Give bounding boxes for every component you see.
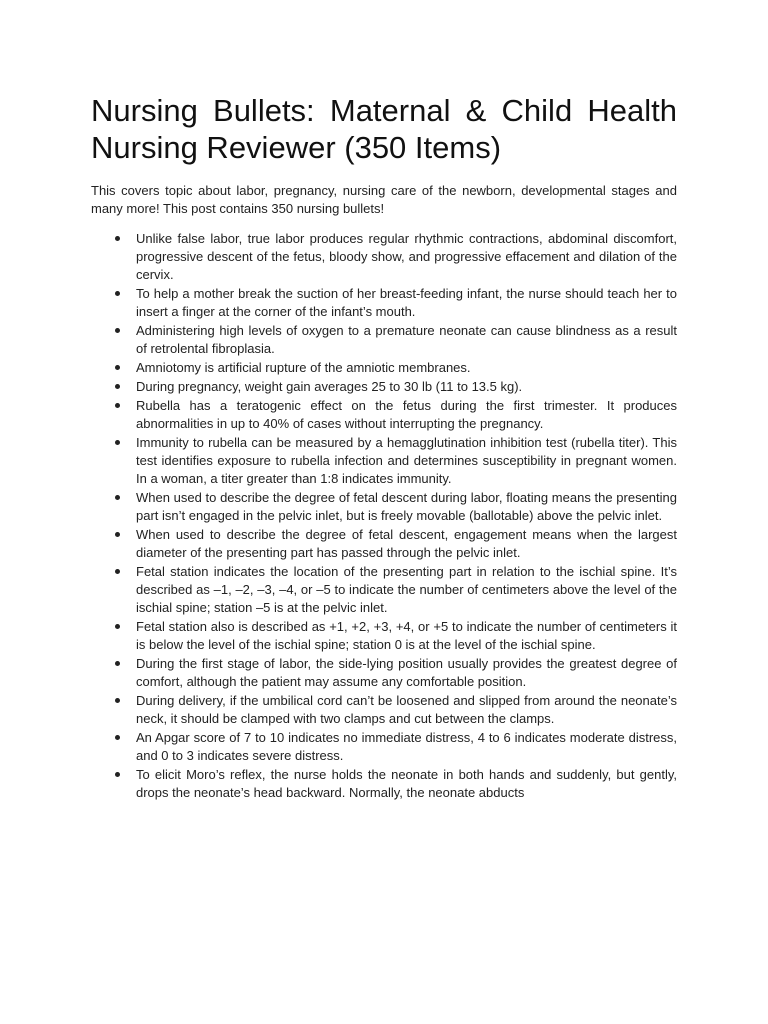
list-item-text: During delivery, if the umbilical cord can’t be loosened and slipped from around the neonate’s neck, it should be clamped with two clamps and cut between the clamps. (136, 693, 677, 726)
bullet-dot-icon (115, 440, 120, 445)
bullet-dot-icon (115, 384, 120, 389)
list-item (91, 489, 677, 525)
intro-paragraph: This covers topic about labor, pregnancy, nursing care of the newborn, developmental stages and many more! This post contains 350 nursing bullets! (91, 183, 677, 216)
list-item (91, 285, 677, 321)
list-item (91, 729, 677, 765)
bullet-dot-icon (115, 365, 120, 370)
bullet-dot-icon (115, 495, 120, 500)
bullet-dot-icon (115, 698, 120, 703)
list-item-text: Rubella has a teratogenic effect on the fetus during the first trimester. It produces abnormalities in up to 40% of cases without interrupting the pregnancy. (136, 398, 677, 431)
list-item-text: An Apgar score of 7 to 10 indicates no immediate distress, 4 to 6 indicates moderate distress, and 0 to 3 indicates severe distress. (136, 730, 677, 763)
list-item (91, 618, 677, 654)
list-item (91, 378, 677, 396)
bullet-dot-icon (115, 624, 120, 629)
list-item-text: During pregnancy, weight gain averages 25 to 30 lb (11 to 13.5 kg). (136, 379, 523, 394)
list-item (91, 322, 677, 358)
bullet-dot-icon (115, 735, 120, 740)
bullet-dot-icon (115, 661, 120, 666)
list-item (91, 359, 677, 377)
list-item-text: When used to describe the degree of fetal descent during labor, floating means the presenting part isn’t engaged in the pelvic inlet, but is freely movable (ballotable) above the pelvic inlet. (136, 490, 677, 523)
bullet-dot-icon (115, 403, 120, 408)
list-item-text: When used to describe the degree of fetal descent, engagement means when the largest diameter of the presenting part has passed through the pelvic inlet. (136, 527, 677, 560)
list-item (91, 434, 677, 488)
bullet-dot-icon (115, 772, 120, 777)
list-item-text: Amniotomy is artificial rupture of the amniotic membranes. (136, 360, 471, 375)
bullet-list (91, 230, 677, 802)
bullet-dot-icon (115, 532, 120, 537)
list-item (91, 563, 677, 617)
list-item-text: To help a mother break the suction of her breast-feeding infant, the nurse should teach her to insert a finger at the corner of the infant’s mouth. (136, 286, 677, 319)
list-item-text: Immunity to rubella can be measured by a hemagglutination inhibition test (rubella titer). This test identifies exposure to rubella infection and determines susceptibility in pregnant women. In a woman, a titer greater than 1:8 indicates immunity. (136, 435, 677, 486)
list-item (91, 692, 677, 728)
page-title: Nursing Bullets: Maternal & Child Health Nursing Reviewer (350 Items) (91, 93, 677, 165)
list-item-text: Fetal station also is described as +1, +2, +3, +4, or +5 to indicate the number of centimeters it is below the level of the ischial spine; station 0 is at the level of the ischial spine. (136, 619, 677, 652)
list-item (91, 230, 677, 284)
list-item (91, 397, 677, 433)
bullet-dot-icon (115, 236, 120, 241)
bullet-dot-icon (115, 291, 120, 296)
list-item (91, 526, 677, 562)
list-item (91, 655, 677, 691)
list-item-text: Fetal station indicates the location of the presenting part in relation to the ischial spine. It’s described as –1, –2, –3, –4, or –5 to indicate the number of centimeters above the level of the ischial spine; station –5 is at the pelvic inlet. (136, 564, 677, 615)
list-item-text: During the first stage of labor, the side-lying position usually provides the greatest degree of comfort, although the patient may assume any comfortable position. (136, 656, 677, 689)
document-page (91, 92, 677, 803)
list-item-text: Unlike false labor, true labor produces regular rhythmic contractions, abdominal discomfort, progressive descent of the fetus, bloody show, and progressive effacement and dilation of the cervix. (136, 231, 677, 282)
list-item-text: Administering high levels of oxygen to a premature neonate can cause blindness as a result of retrolental fibroplasia. (136, 323, 677, 356)
bullet-dot-icon (115, 328, 120, 333)
list-item-text: To elicit Moro’s reflex, the nurse holds the neonate in both hands and suddenly, but gently, drops the neonate’s head backward. Normally, the neonate abducts (136, 767, 677, 800)
bullet-dot-icon (115, 569, 120, 574)
list-item (91, 766, 677, 802)
